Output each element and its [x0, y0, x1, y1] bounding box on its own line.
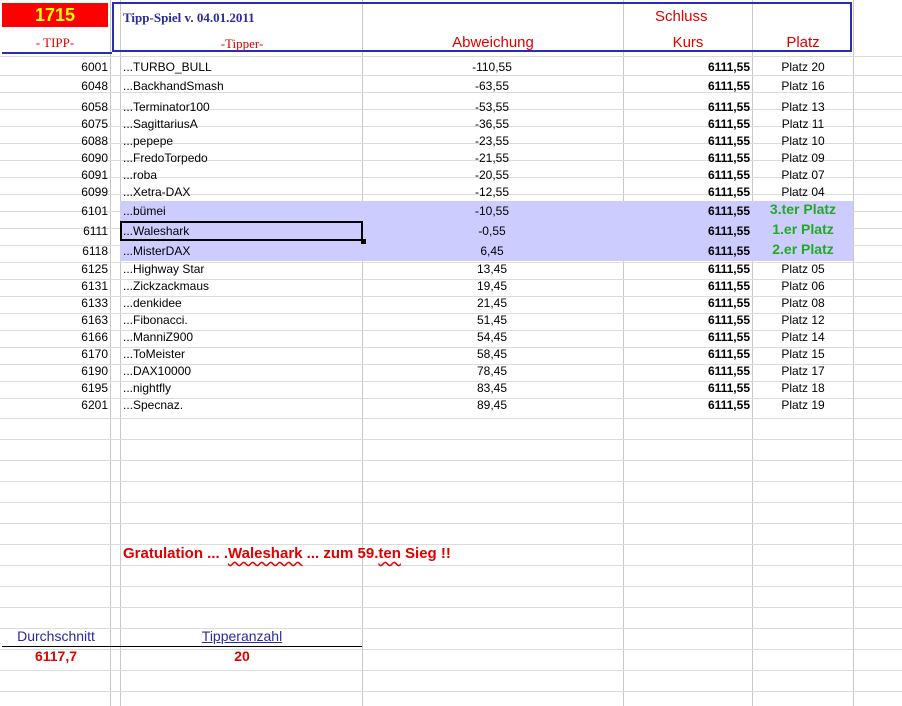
row-gridline [0, 607, 902, 608]
congrats-winner-name: Waleshark [228, 545, 303, 562]
tipp-value[interactable]: 6133 [81, 296, 108, 310]
tipper-name[interactable]: ...roba [123, 168, 158, 182]
kurs-value[interactable]: 6111,55 [707, 262, 750, 276]
row-gridline [0, 481, 902, 482]
kurs-value[interactable]: 6111,55 [707, 168, 750, 182]
row-gridline [0, 56, 902, 57]
tipper-name[interactable]: ...denkidee [123, 296, 182, 310]
tipp-value[interactable]: 6163 [81, 313, 108, 327]
congrats-prefix: Gratulation ... . [123, 545, 229, 562]
abweichung-value[interactable]: -20,55 [474, 168, 510, 182]
tipper-name[interactable]: ...Xetra-DAX [123, 185, 191, 199]
tipp-value[interactable]: 6166 [81, 330, 108, 344]
tipper-name[interactable]: ...Specnaz. [123, 398, 184, 412]
abweichung-value[interactable]: 78,45 [476, 364, 508, 378]
kurs-value[interactable]: 6111,55 [707, 79, 750, 93]
tipp-value[interactable]: 6001 [81, 60, 108, 74]
tipp-value[interactable]: 6075 [81, 117, 108, 131]
platz-value[interactable]: Platz 10 [781, 134, 825, 148]
tipper-name[interactable]: ...pepepe [123, 134, 174, 148]
platz-value[interactable]: Platz 05 [781, 262, 825, 276]
kurs-value[interactable]: 6111,55 [707, 330, 750, 344]
platz-value[interactable]: Platz 17 [781, 364, 825, 378]
tipp-value[interactable]: 6048 [81, 79, 108, 93]
abweichung-value[interactable]: 6,45 [480, 244, 504, 258]
tipp-value[interactable]: 6118 [82, 244, 108, 258]
column-gridline [853, 0, 854, 706]
selected-cell[interactable] [120, 221, 363, 241]
kurs-value[interactable]: 6111,55 [707, 398, 750, 412]
congrats-ten: ten [378, 545, 401, 562]
abweichung-value[interactable]: 54,45 [476, 330, 508, 344]
abweichung-value[interactable]: 89,45 [476, 398, 508, 412]
tipper-name[interactable]: ...nightfly [123, 381, 172, 395]
tipper-name[interactable]: ...BackhandSmash [123, 79, 224, 93]
col-header-abweichung[interactable]: Abweichung [452, 34, 534, 51]
tipp-value[interactable]: 6125 [81, 262, 108, 276]
abweichung-value[interactable]: 19,45 [476, 279, 508, 293]
tipper-name[interactable]: ...Highway Star [123, 262, 205, 276]
tipp-value[interactable]: 6091 [81, 168, 108, 182]
kurs-value[interactable]: 6111,55 [707, 134, 750, 148]
platz-value[interactable]: Platz 04 [781, 185, 825, 199]
tipper-name[interactable]: ...bümei [123, 204, 166, 218]
header-underline [2, 52, 112, 54]
schluss-header[interactable]: Schluss [655, 8, 708, 25]
kurs-value[interactable]: 6111,55 [707, 185, 750, 199]
platz-value[interactable]: Platz 18 [781, 381, 825, 395]
tipper-name[interactable]: ...Terminator100 [123, 100, 210, 114]
kurs-value[interactable]: 6111,55 [707, 381, 750, 395]
kurs-value[interactable]: 6111,55 [707, 296, 750, 310]
tipp-value[interactable]: 6195 [81, 381, 108, 395]
platz-value[interactable]: Platz 07 [781, 168, 825, 182]
row-gridline [0, 691, 902, 692]
col-header-tipp[interactable]: - TIPP- [35, 35, 75, 50]
row-gridline [0, 439, 902, 440]
platz-value[interactable]: Platz 06 [781, 279, 825, 293]
abweichung-value[interactable]: -36,55 [474, 117, 510, 131]
abweichung-value[interactable]: -21,55 [474, 151, 510, 165]
column-gridline [120, 0, 121, 706]
platz-value[interactable]: Platz 15 [781, 347, 825, 361]
kurs-value[interactable]: 6111,55 [707, 279, 750, 293]
row-gridline [0, 418, 902, 419]
kurs-value[interactable]: 6111,55 [707, 100, 750, 114]
row-gridline [0, 460, 902, 461]
row-gridline [0, 586, 902, 587]
tipper-count-value[interactable]: 20 [234, 648, 250, 664]
tipper-name[interactable]: ...DAX10000 [123, 364, 192, 378]
tipper-name[interactable]: ...FredoTorpedo [123, 151, 208, 165]
tipp-value[interactable]: 6111 [83, 224, 108, 238]
kurs-value[interactable]: 6111,55 [707, 347, 750, 361]
abweichung-value[interactable]: -23,55 [474, 134, 510, 148]
abweichung-value[interactable]: 58,45 [476, 347, 508, 361]
sheet-title[interactable]: Tipp-Spiel v. 04.01.2011 [123, 10, 255, 25]
tipper-name[interactable]: ...Waleshark [123, 224, 190, 238]
col-header-kurs[interactable]: Kurs [672, 34, 704, 51]
tipp-value[interactable]: 6090 [81, 151, 108, 165]
abweichung-value[interactable]: -63,55 [474, 79, 510, 93]
tipp-value[interactable]: 6058 [81, 100, 108, 114]
kurs-value[interactable]: 6111,55 [707, 364, 750, 378]
tipper-name[interactable]: ...Fibonacci. [123, 313, 188, 327]
platz-value[interactable]: Platz 19 [781, 398, 825, 412]
fill-handle[interactable] [361, 239, 366, 244]
congratulations-text[interactable] [123, 545, 451, 562]
abweichung-value[interactable]: 21,45 [476, 296, 508, 310]
congrats-suffix: Sieg !! [400, 545, 451, 562]
tipper-name[interactable]: ...ToMeister [123, 347, 186, 361]
row-gridline [0, 670, 902, 671]
tipper-name[interactable]: ...MisterDAX [123, 244, 191, 258]
abweichung-value[interactable]: 83,45 [476, 381, 508, 395]
column-gridline [110, 0, 111, 706]
average-value[interactable]: 6117,7 [34, 648, 78, 664]
platz-value[interactable]: Platz 16 [781, 79, 825, 93]
platz-value[interactable]: Platz 12 [781, 313, 825, 327]
tipper-name[interactable]: ...SagittariusA [123, 117, 198, 131]
abweichung-value[interactable]: -110,55 [472, 60, 512, 74]
platz-value[interactable]: 2.er Platz [772, 241, 834, 257]
row-gridline [0, 565, 902, 566]
abweichung-value[interactable]: -12,55 [474, 185, 510, 199]
kurs-value[interactable]: 6111,55 [707, 151, 750, 165]
kurs-value[interactable]: 6111,55 [707, 244, 750, 258]
tipp-count-badge: 1715 [2, 3, 108, 27]
platz-value[interactable]: 1.er Platz [772, 221, 834, 237]
kurs-value[interactable]: 6111,55 [707, 60, 750, 74]
kurs-value[interactable]: 6111,55 [707, 313, 750, 327]
platz-value[interactable]: 3.ter Platz [769, 201, 837, 217]
row-gridline [0, 523, 902, 524]
platz-value[interactable]: Platz 11 [781, 117, 825, 131]
platz-value[interactable]: Platz 08 [781, 296, 825, 310]
tipper-name[interactable]: ...TURBO_BULL [123, 60, 212, 74]
kurs-value[interactable]: 6111,55 [707, 117, 750, 131]
platz-value[interactable]: Platz 13 [781, 100, 825, 114]
abweichung-value[interactable]: 13,45 [476, 262, 508, 276]
tipper-name[interactable]: ...ManniZ900 [123, 330, 194, 344]
platz-value[interactable]: Platz 09 [781, 151, 825, 165]
kurs-value[interactable]: 6111,55 [707, 224, 750, 238]
col-header-platz[interactable]: Platz [786, 34, 820, 51]
tipper-count-label[interactable]: Tipperanzahl [201, 628, 283, 644]
tipp-value[interactable]: 6170 [81, 347, 108, 361]
platz-value[interactable]: Platz 20 [781, 60, 825, 74]
kurs-value[interactable]: 6111,55 [707, 204, 750, 218]
abweichung-value[interactable]: 51,45 [476, 313, 508, 327]
abweichung-value[interactable]: -10,55 [474, 204, 510, 218]
platz-value[interactable]: Platz 14 [781, 330, 825, 344]
tipp-value[interactable]: 6131 [81, 279, 108, 293]
tipp-value[interactable]: 6190 [81, 364, 108, 378]
congrats-middle: ... zum 59. [302, 545, 379, 562]
abweichung-value[interactable]: -0,55 [478, 224, 506, 238]
tipp-value[interactable]: 6099 [81, 185, 108, 199]
tipp-value[interactable]: 6088 [81, 134, 108, 148]
footer-divider [2, 646, 362, 647]
average-label[interactable]: Durchschnitt [17, 628, 95, 644]
tipp-value[interactable]: 6101 [81, 204, 108, 218]
abweichung-value[interactable]: -53,55 [474, 100, 510, 114]
tipper-name[interactable]: ...Zickzackmaus [123, 279, 210, 293]
col-header-tipper[interactable]: -Tipper- [220, 36, 264, 51]
tipp-value[interactable]: 6201 [81, 398, 108, 412]
row-gridline [0, 502, 902, 503]
